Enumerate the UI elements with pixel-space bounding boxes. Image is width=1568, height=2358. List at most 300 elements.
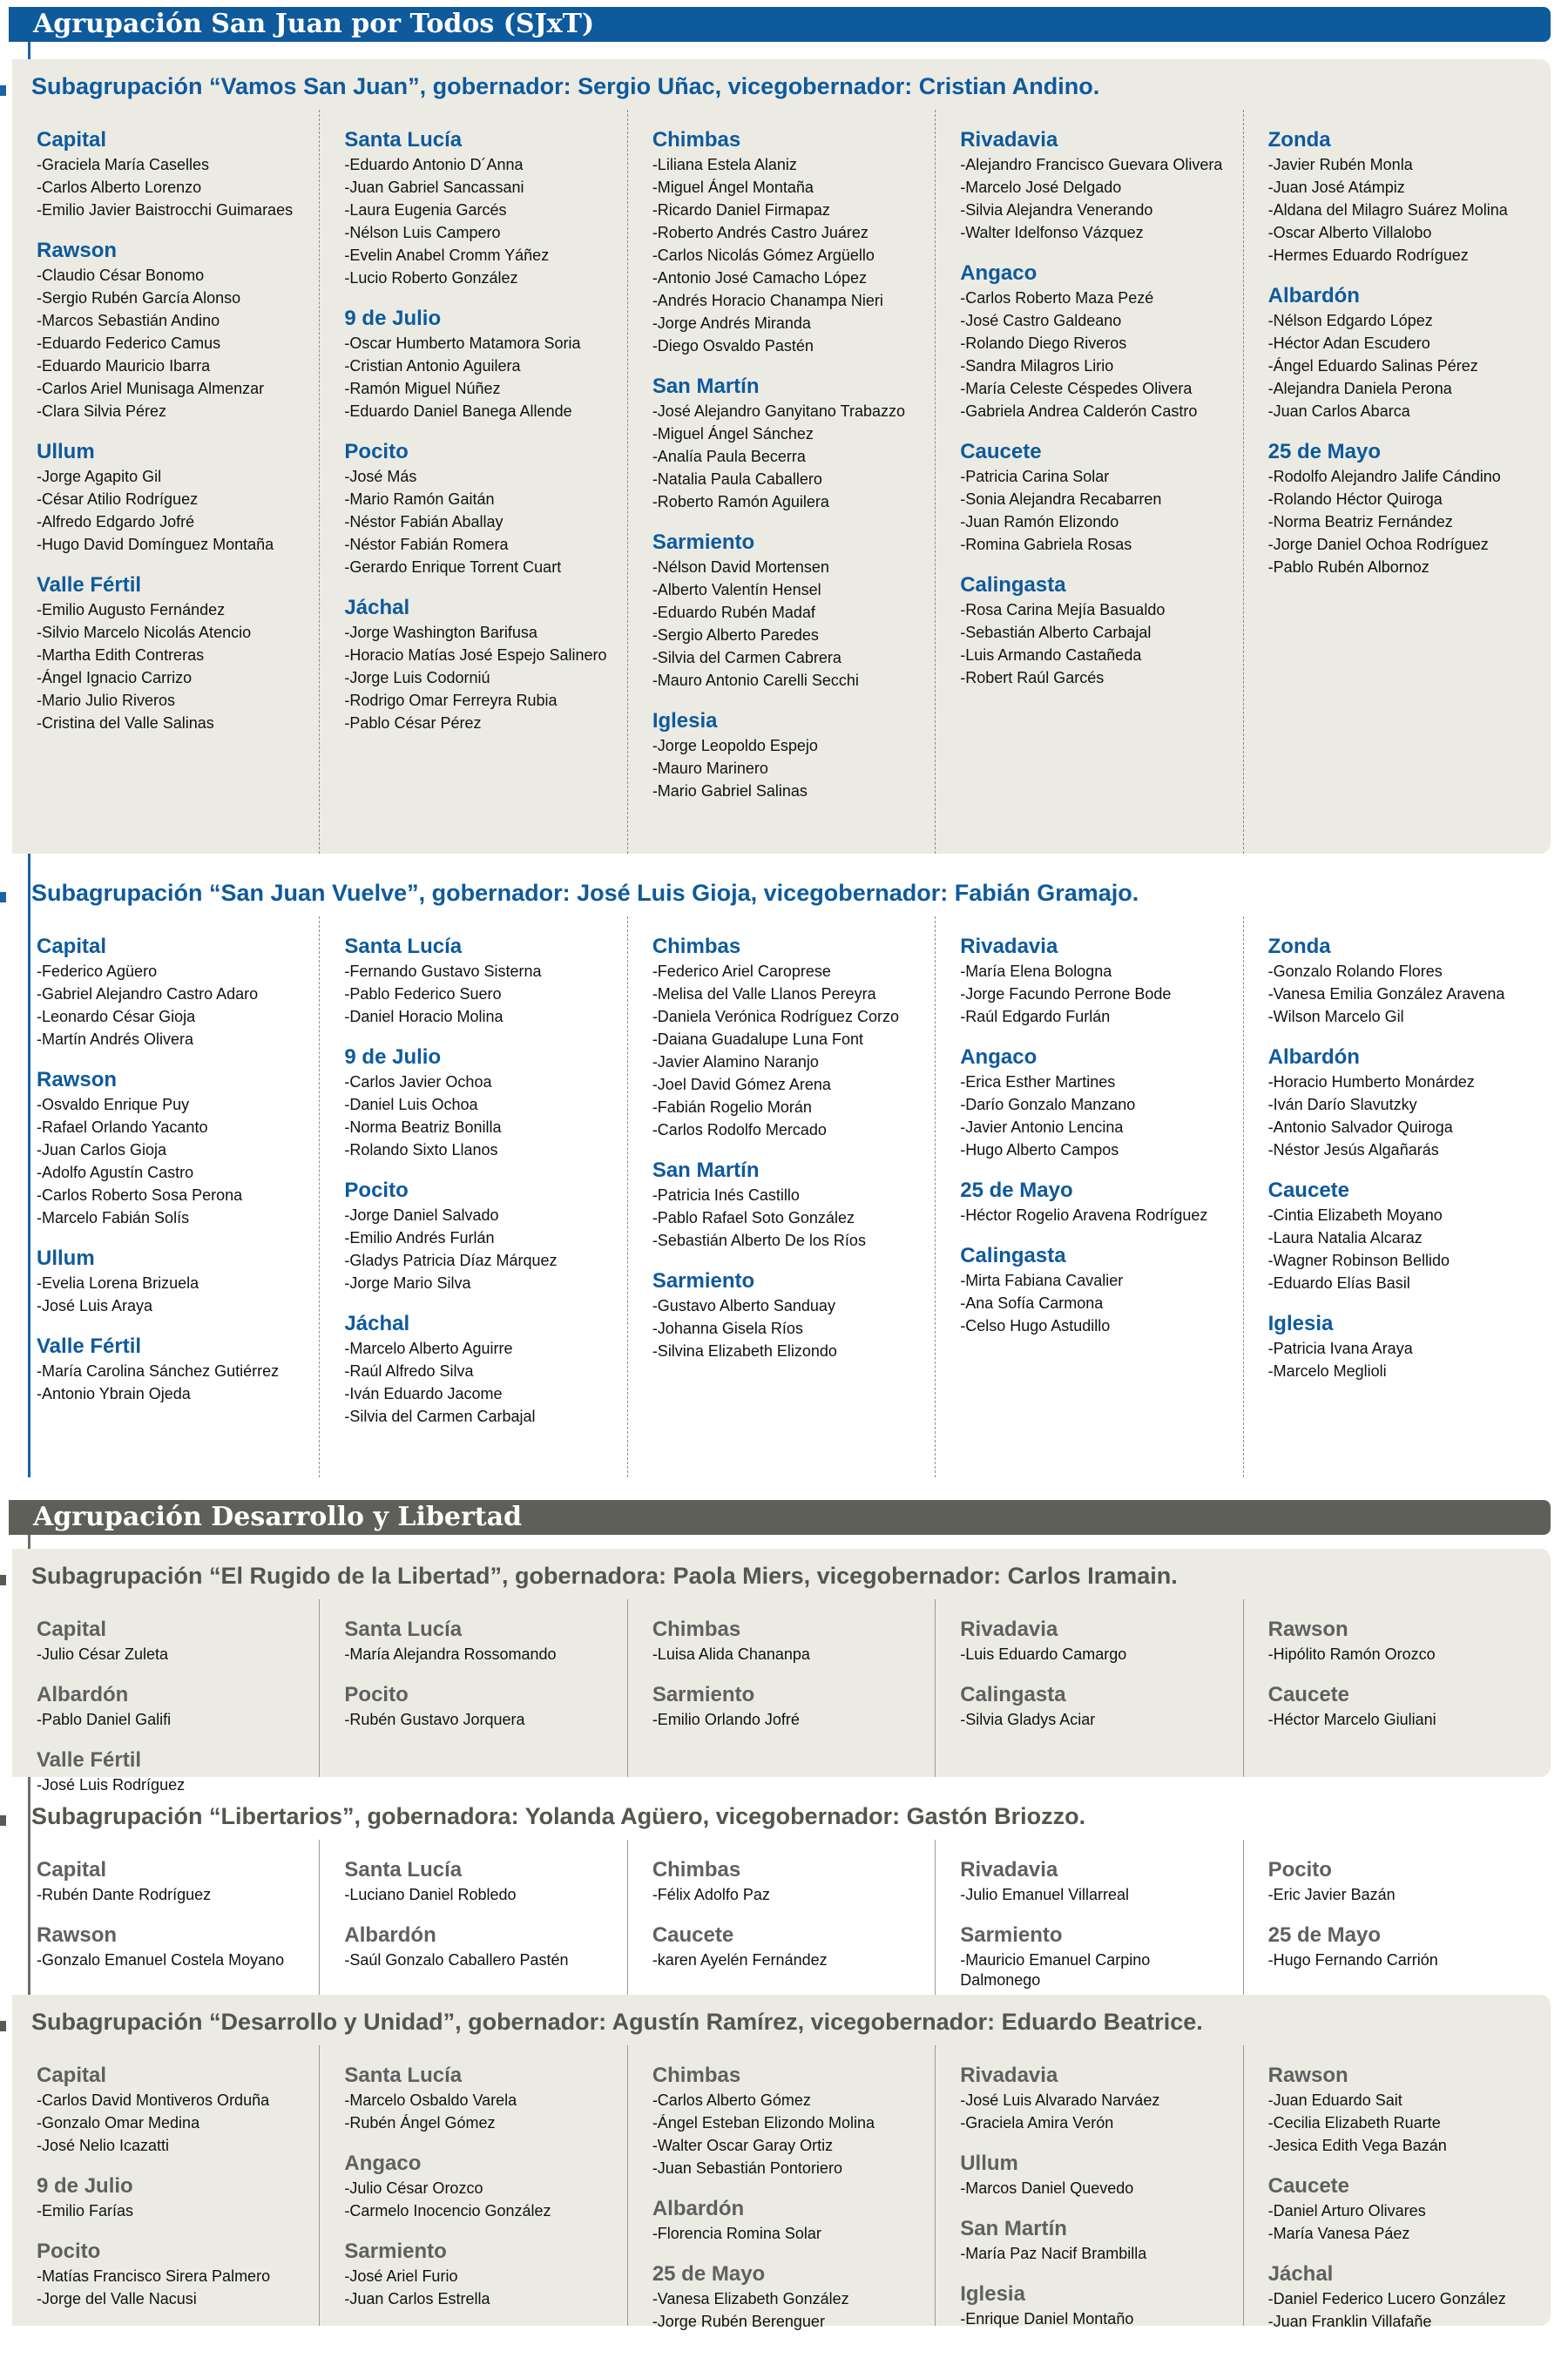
district-name: Santa Lucía <box>344 2064 463 2087</box>
candidate-name: -Liliana Estela Alaniz <box>652 156 797 173</box>
candidate-name: -Nélson Luis Campero <box>344 224 501 241</box>
candidate-name: -Marcelo Fabián Solís <box>37 1209 190 1226</box>
candidate-name: -Hugo Alberto Campos <box>960 1141 1119 1159</box>
candidate-name: -Marcos Daniel Quevedo <box>960 2179 1134 2197</box>
district-column <box>935 916 1242 1477</box>
district-block <box>37 934 308 1050</box>
candidate-name: -Juan Carlos Estrella <box>344 2290 490 2307</box>
candidate-name: -Mauro Antonio Carelli Secchi <box>652 672 859 689</box>
candidate-name: -Miguel Ángel Sánchez <box>652 425 814 443</box>
candidate-name: -Hugo David Domínguez Montaña <box>37 536 274 553</box>
candidate-name: -Jorge Agapito Gil <box>37 468 162 485</box>
candidate-name: -José Luis Alvarado Narváez <box>960 2091 1160 2109</box>
district-block <box>37 1617 308 1665</box>
district-block <box>344 1178 616 1294</box>
district-name: Sarmiento <box>960 1923 1063 1947</box>
candidate-name: -Alberto Valentín Hensel <box>652 581 821 598</box>
district-block <box>344 2151 616 2221</box>
district-name: Rawson <box>37 1923 118 1947</box>
candidate-name: -Gerardo Enrique Torrent Cuart <box>344 558 562 576</box>
subgroup-libertarios <box>12 1789 1551 1995</box>
district-name: San Martín <box>652 1159 760 1182</box>
district-column <box>12 2045 319 2326</box>
candidate-name: -Juan Carlos Abarca <box>1267 402 1410 420</box>
candidate-name: -Jesica Edith Vega Bazán <box>1267 2137 1447 2154</box>
candidate-name: -Carmelo Inocencio González <box>344 2202 551 2219</box>
candidate-name: -Oscar Humberto Matamora Soria <box>344 334 581 352</box>
district-name: Rivadavia <box>960 128 1058 152</box>
district-block <box>652 2063 924 2179</box>
candidate-name: -Luis Armando Castañeda <box>960 646 1142 664</box>
district-name: Valle Fértil <box>37 573 142 597</box>
candidate-name: -Eduardo Daniel Banega Allende <box>344 402 572 420</box>
group-header: Agrupación San Juan por Todos (SJxT) <box>9 7 1551 42</box>
candidate-name: -Jorge Daniel Ochoa Rodríguez <box>1267 536 1489 553</box>
subgroup-title: Subagrupación “Desarrollo y Unidad”, gobernador: Agustín Ramírez, vicegobernador: Eduardo Beatrice. <box>31 2009 1203 2035</box>
candidate-name: -Patricia Carina Solar <box>960 468 1110 485</box>
candidate-name: -Juan Ramón Elizondo <box>960 513 1119 530</box>
candidate-name: -Jorge Leopoldo Espejo <box>652 737 818 754</box>
district-block <box>344 934 616 1027</box>
district-column <box>935 1840 1242 1995</box>
district-block <box>37 2063 308 2156</box>
district-name: Pocito <box>37 2240 101 2263</box>
candidate-name: -Jorge Rubén Berenguer <box>652 2313 825 2330</box>
candidate-name: -Walter Idelfonso Vázquez <box>960 224 1144 241</box>
district-name: 25 de Mayo <box>652 2262 766 2286</box>
candidate-name: -Daniel Federico Lucero González <box>1267 2290 1506 2307</box>
candidate-name: -Wilson Marcelo Gil <box>1267 1008 1404 1025</box>
district-name: Capital <box>37 128 107 152</box>
district-block <box>652 127 924 356</box>
candidate-name: -Romina Gabriela Rosas <box>960 536 1132 553</box>
candidate-name: -Walter Oscar Garay Ortiz <box>652 2137 834 2154</box>
candidate-name: -Alejandra Daniela Perona <box>1267 380 1452 397</box>
candidate-name: -Jorge Luis Codorniú <box>344 669 490 686</box>
candidate-name: -José Ariel Furio <box>344 2267 458 2285</box>
district-name: Jáchal <box>344 1312 410 1335</box>
district-name: 9 de Julio <box>37 2174 133 2198</box>
candidate-name: -María Elena Bologna <box>960 963 1112 980</box>
district-name: Sarmiento <box>652 1683 755 1706</box>
candidate-name: -Gabriela Andrea Calderón Castro <box>960 402 1198 420</box>
district-name: Rivadavia <box>960 935 1058 958</box>
candidate-name: -karen Ayelén Fernández <box>652 1951 828 1969</box>
candidate-name: -Rubén Dante Rodríguez <box>37 1886 212 1903</box>
district-block <box>1268 1617 1540 1665</box>
subgroup-title: Subagrupación “Libertarios”, gobernadora: Yolanda Agüero, vicegobernador: Gastón Briozzo. <box>31 1803 1086 1829</box>
candidate-name: -Joel David Gómez Arena <box>652 1076 831 1093</box>
candidate-name: -Clara Silvia Pérez <box>37 402 167 420</box>
district-block <box>960 1922 1232 1990</box>
candidate-name: -Melisa del Valle Llanos Pereyra <box>652 985 876 1003</box>
candidate-name: -Hipólito Ramón Orozco <box>1267 1645 1436 1663</box>
candidate-name: -Sonia Alejandra Recabarren <box>960 490 1162 508</box>
candidate-name: -Evelin Anabel Cromm Yáñez <box>344 247 550 264</box>
district-block <box>37 238 308 422</box>
candidate-name: -Julio Emanuel Villarreal <box>960 1886 1129 1903</box>
candidate-name: -Julio César Zuleta <box>37 1645 169 1663</box>
district-block <box>652 934 924 1140</box>
district-name: Albardón <box>1267 1045 1360 1069</box>
district-name: Capital <box>37 935 107 958</box>
candidate-name: -Carlos Rodolfo Mercado <box>652 1121 827 1138</box>
district-block <box>37 2239 308 2309</box>
district-name: Caucete <box>1267 2174 1349 2198</box>
district-block <box>1268 2261 1540 2332</box>
district-columns <box>12 1840 1551 1995</box>
district-name: Albardón <box>652 2197 745 2220</box>
district-block <box>652 2261 924 2332</box>
district-name: San Martín <box>960 2217 1067 2240</box>
candidate-name: -Rubén Gustavo Jorquera <box>344 1711 525 1728</box>
candidate-name: -César Atilio Rodríguez <box>37 490 199 508</box>
candidate-name: -Nélson David Mortensen <box>652 558 829 576</box>
district-column <box>1243 1599 1551 1777</box>
candidate-name: -Eduardo Rubén Madaf <box>652 604 815 621</box>
district-name: Caucete <box>1267 1179 1349 1202</box>
district-block <box>344 595 616 733</box>
district-block <box>1268 1682 1540 1730</box>
candidate-name: -Claudio César Bonomo <box>37 267 205 284</box>
subgroup-marker <box>0 892 6 902</box>
district-block <box>1268 1857 1540 1905</box>
candidate-name: -Sergio Alberto Paredes <box>652 626 819 644</box>
district-name: Rivadavia <box>960 2064 1058 2087</box>
candidate-name: -Juan Franklin Villafañe <box>1267 2313 1432 2330</box>
district-name: Chimbas <box>652 935 741 958</box>
subgroup-marker <box>0 2021 6 2031</box>
district-name: Angaco <box>960 261 1037 285</box>
candidate-name: -Daniela Verónica Rodríguez Corzo <box>652 1008 899 1025</box>
district-name: 9 de Julio <box>344 1045 442 1069</box>
candidate-name: -Héctor Marcelo Giuliani <box>1267 1711 1436 1728</box>
candidate-name: -Matías Francisco Sirera Palmero <box>37 2267 271 2285</box>
district-columns <box>12 1599 1551 1794</box>
candidate-name: -Laura Eugenia Garcés <box>344 201 507 219</box>
group-desarrollo-libertad <box>9 1500 1551 2336</box>
district-column <box>12 916 319 1477</box>
candidate-name: -Juan Gabriel Sancassani <box>344 179 524 196</box>
candidate-name: -Carlos Alberto Lorenzo <box>37 179 202 196</box>
district-block <box>344 1682 616 1730</box>
candidate-name: -Raúl Edgardo Furlán <box>960 1008 1111 1025</box>
subgroup-desarrollo-unidad <box>12 1995 1551 2330</box>
district-block <box>652 1268 924 1361</box>
candidate-name: -Jorge Daniel Salvado <box>344 1206 499 1224</box>
candidate-name: -Gonzalo Emanuel Costela Moyano <box>37 1951 285 1969</box>
district-name: Pocito <box>344 1683 409 1706</box>
candidate-name: -Celso Hugo Astudillo <box>960 1317 1111 1334</box>
candidate-name: -Vanesa Elizabeth González <box>652 2290 849 2307</box>
district-column <box>627 916 935 1477</box>
candidate-name: -Erica Esther Martines <box>960 1073 1116 1091</box>
district-name: Sarmiento <box>652 1269 755 1293</box>
district-name: Iglesia <box>1267 1312 1334 1335</box>
candidate-name: -Jorge del Valle Nacusi <box>37 2290 197 2307</box>
district-block <box>37 1682 308 1730</box>
district-name: 25 de Mayo <box>1267 1923 1382 1947</box>
district-name: Santa Lucía <box>344 128 463 152</box>
candidate-name: -Marcelo Alberto Aguirre <box>344 1340 513 1357</box>
candidate-name: -Silvina Elizabeth Elizondo <box>652 1342 837 1360</box>
district-column <box>12 110 319 854</box>
candidate-name: -Mario Julio Riveros <box>37 692 176 709</box>
district-block <box>37 1334 308 1404</box>
district-block <box>1268 1311 1540 1382</box>
candidate-name: -Rafael Orlando Yacanto <box>37 1118 208 1136</box>
district-column <box>935 2045 1242 2326</box>
subgroup-marker <box>0 1575 6 1585</box>
candidate-name: -Horacio Matías José Espejo Salinero <box>344 646 607 664</box>
candidate-name: -Rodolfo Alejandro Jalife Cándino <box>1267 468 1501 485</box>
candidate-name: -Florencia Romina Solar <box>652 2225 821 2242</box>
candidate-name: -Rolando Diego Riveros <box>960 334 1127 352</box>
candidate-name: -Eduardo Elías Basil <box>1267 1274 1410 1292</box>
candidate-name: -Darío Gonzalo Manzano <box>960 1096 1136 1113</box>
district-block <box>652 1158 924 1251</box>
candidate-name: -José Castro Galdeano <box>960 312 1122 329</box>
candidate-name: -Nélson Edgardo López <box>1267 312 1433 329</box>
candidate-name: -María Carolina Sánchez Gutiérrez <box>37 1362 280 1380</box>
candidate-name: -María Celeste Céspedes Olivera <box>960 380 1193 397</box>
candidate-name: -Silvia Alejandra Venerando <box>960 201 1153 219</box>
candidate-name: -Emilio Orlando Jofré <box>652 1711 800 1728</box>
district-block <box>960 572 1232 688</box>
candidate-name: -Pablo Rafael Soto González <box>652 1209 855 1226</box>
candidate-name: -Héctor Adan Escudero <box>1267 334 1430 352</box>
candidate-name: -Alejandro Francisco Guevara Olivera <box>960 156 1223 173</box>
district-block <box>960 127 1232 243</box>
district-column <box>627 110 935 854</box>
district-block <box>960 260 1232 422</box>
district-name: Caucete <box>652 1923 734 1947</box>
candidate-name: -Pablo Daniel Galifi <box>37 1711 172 1728</box>
candidate-name: -María Alejandra Rossomando <box>344 1645 557 1663</box>
district-block <box>1268 439 1540 578</box>
district-block <box>1268 934 1540 1027</box>
candidate-name: -Roberto Ramón Aguilera <box>652 493 829 510</box>
district-block <box>960 2151 1232 2199</box>
district-block <box>1268 2063 1540 2156</box>
subgroup-title: Subagrupación “San Juan Vuelve”, gobernador: José Luis Gioja, vicegobernador: Fabián Gramajo. <box>31 880 1139 906</box>
district-column <box>935 110 1242 854</box>
candidate-name: -Julio César Orozco <box>344 2179 483 2197</box>
district-name: Ullum <box>960 2152 1018 2175</box>
candidate-name: -Ramón Miguel Núñez <box>344 380 501 397</box>
district-name: Jáchal <box>344 596 410 619</box>
candidate-name: -Rolando Héctor Quiroga <box>1267 490 1443 508</box>
district-block <box>344 1617 616 1665</box>
district-name: Chimbas <box>652 1618 741 1641</box>
candidate-name: -Carlos Nicolás Gómez Argüello <box>652 247 875 264</box>
district-name: Rawson <box>37 1068 118 1091</box>
candidate-name: -Javier Alamino Naranjo <box>652 1053 819 1071</box>
district-name: Valle Fértil <box>37 1748 142 1772</box>
candidate-name: -Andrés Horacio Chanampa Nieri <box>652 292 883 309</box>
subgroup-title: Subagrupación “El Rugido de la Libertad”, gobernadora: Paola Miers, vicegobernador: Carlos Iramain. <box>31 1563 1178 1589</box>
district-block <box>344 1922 616 1970</box>
district-block <box>37 572 308 733</box>
candidate-name: -Silvia del Carmen Carbajal <box>344 1408 536 1425</box>
candidate-name: -Néstor Fabián Romera <box>344 536 509 553</box>
district-column <box>1243 1840 1551 1995</box>
district-block <box>652 1857 924 1905</box>
district-name: 9 de Julio <box>344 307 442 330</box>
district-block <box>37 1747 308 1795</box>
candidate-name: -José Luis Araya <box>37 1297 153 1314</box>
district-name: Albardón <box>1267 284 1360 307</box>
district-block <box>1268 127 1540 266</box>
candidate-name: -José Nelio Icazatti <box>37 2137 170 2154</box>
subgroup-vamos-san-juan <box>12 59 1551 854</box>
candidate-name: -Gustavo Alberto Sanduay <box>652 1297 835 1314</box>
district-column <box>627 1840 935 1995</box>
candidate-name: -Eric Javier Bazán <box>1267 1886 1396 1903</box>
candidate-name: -Daniel Horacio Molina <box>344 1008 504 1025</box>
district-name: Sarmiento <box>344 2240 447 2263</box>
district-block <box>960 2216 1232 2264</box>
district-name: Rawson <box>1267 1618 1348 1641</box>
candidate-name: -Robert Raúl Garcés <box>960 669 1105 686</box>
district-name: Angaco <box>344 2152 422 2175</box>
candidate-name: -Carlos Alberto Gómez <box>652 2091 811 2109</box>
candidate-name: -Silvia Gladys Aciar <box>960 1711 1096 1728</box>
candidate-name: -Ángel Eduardo Salinas Pérez <box>1267 357 1478 375</box>
candidate-name: -Daniel Arturo Olivares <box>1267 2202 1426 2219</box>
candidate-name: -Graciela Amira Verón <box>960 2114 1114 2132</box>
candidate-name: -Gladys Patricia Díaz Márquez <box>344 1252 558 1269</box>
district-block <box>652 1682 924 1730</box>
district-name: Calingasta <box>960 573 1066 597</box>
district-block <box>37 1246 308 1316</box>
subgroup-marker <box>0 85 6 96</box>
district-name: Rivadavia <box>960 1618 1058 1641</box>
candidate-name: -Cecilia Elizabeth Ruarte <box>1267 2114 1441 2132</box>
district-block <box>960 1617 1232 1665</box>
candidate-name: -Carlos Roberto Maza Pezé <box>960 289 1154 307</box>
district-block <box>344 1044 616 1160</box>
district-name: Jáchal <box>1267 2262 1334 2286</box>
candidate-name: -Antonio Ybrain Ojeda <box>37 1385 191 1402</box>
candidate-name: -Laura Natalia Alcaraz <box>1267 1229 1423 1247</box>
district-block <box>1268 2173 1540 2244</box>
district-column <box>1243 2045 1551 2330</box>
candidate-name: -Jorge Facundo Perrone Bode <box>960 985 1172 1003</box>
district-name: Pocito <box>344 1179 409 1202</box>
district-column <box>319 2045 626 2326</box>
candidate-name: -Natalia Paula Caballero <box>652 470 822 488</box>
candidate-name: -Norma Beatriz Fernández <box>1267 513 1453 530</box>
candidate-name: -Patricia Ivana Araya <box>1267 1340 1413 1357</box>
candidate-name: -Diego Osvaldo Pastén <box>652 337 814 355</box>
district-column <box>12 1599 319 1794</box>
candidate-name: -José Más <box>344 468 417 485</box>
candidate-name: -Gabriel Alejandro Castro Adaro <box>37 985 259 1003</box>
candidate-name: -Emilio Augusto Fernández <box>37 601 226 618</box>
candidate-name: -Néstor Jesús Algañarás <box>1267 1141 1439 1159</box>
district-name: Zonda <box>1267 128 1331 152</box>
district-name: Angaco <box>960 1045 1037 1069</box>
district-name: Santa Lucía <box>344 935 463 958</box>
candidate-name: -Emilio Farías <box>37 2202 134 2219</box>
district-column <box>627 2045 935 2330</box>
candidate-name: -Luciano Daniel Robledo <box>344 1886 517 1903</box>
district-block <box>652 1922 924 1970</box>
candidate-name: -Roberto Andrés Castro Juárez <box>652 224 868 241</box>
district-block <box>652 530 924 691</box>
candidate-name: -Antonio Salvador Quiroga <box>1267 1118 1453 1136</box>
candidate-name: -Iván Darío Slavutzky <box>1267 1096 1417 1113</box>
district-block <box>37 1857 308 1905</box>
district-block <box>960 1857 1232 1905</box>
district-block <box>37 127 308 220</box>
district-block <box>652 708 924 801</box>
district-block <box>37 439 308 555</box>
candidate-name: -Adolfo Agustín Castro <box>37 1164 194 1181</box>
district-columns <box>12 916 1551 1477</box>
district-column <box>319 916 626 1477</box>
district-block <box>1268 1922 1540 1970</box>
district-block <box>344 2063 616 2133</box>
candidate-name: -Silvio Marcelo Nicolás Atencio <box>37 624 252 641</box>
candidate-name: -Johanna Gisela Ríos <box>652 1320 803 1337</box>
candidate-name: -Mauricio Emanuel Carpino Dalmonego <box>960 1951 1151 1989</box>
candidate-name: -Marcelo José Delgado <box>960 179 1122 196</box>
candidate-name: -Luis Eduardo Camargo <box>960 1645 1127 1663</box>
candidate-name: -María Vanesa Páez <box>1267 2225 1410 2242</box>
district-column <box>319 1599 626 1777</box>
district-block <box>652 374 924 512</box>
candidate-name: -Emilio Javier Baistrocchi Guimaraes <box>37 201 294 219</box>
candidate-name: -Aldana del Milagro Suárez Molina <box>1267 201 1508 219</box>
district-column <box>1243 916 1551 1477</box>
candidate-name: -Néstor Fabián Aballay <box>344 513 504 530</box>
candidate-name: -Juan Eduardo Sait <box>1267 2091 1402 2109</box>
candidate-name: -José Alejandro Ganyitano Trabazzo <box>652 402 905 420</box>
candidate-name: -Ángel Ignacio Carrizo <box>37 669 193 686</box>
district-column <box>627 1599 935 1777</box>
candidate-name: -Eduardo Federico Camus <box>37 334 221 352</box>
group-header: Agrupación Desarrollo y Libertad <box>9 1500 1551 1535</box>
candidate-name: -Miguel Ángel Montaña <box>652 179 814 196</box>
district-column <box>319 110 626 854</box>
candidate-name: -Sebastián Alberto De los Ríos <box>652 1232 866 1249</box>
candidate-name: -Antonio José Camacho López <box>652 269 867 287</box>
district-name: Santa Lucía <box>344 1858 463 1882</box>
candidate-name: -Eduardo Mauricio Ibarra <box>37 357 211 375</box>
candidate-name: -Sebastián Alberto Carbajal <box>960 624 1152 641</box>
district-block <box>344 439 616 578</box>
candidate-name: -Rodrigo Omar Ferreyra Rubia <box>344 692 558 709</box>
district-name: Iglesia <box>960 2282 1025 2306</box>
candidate-name: -Wagner Robinson Bellido <box>1267 1252 1450 1269</box>
candidate-name: -Pablo Federico Suero <box>344 985 502 1003</box>
candidate-name: -Carlos Roberto Sosa Perona <box>37 1186 243 1204</box>
candidate-name: -Cintia Elizabeth Moyano <box>1267 1206 1443 1224</box>
district-name: Rawson <box>37 239 118 262</box>
candidate-name: -Alfredo Edgardo Jofré <box>37 513 195 530</box>
district-block <box>37 1922 308 1970</box>
district-block <box>344 127 616 288</box>
district-name: Caucete <box>960 440 1042 463</box>
candidate-name: -Héctor Rogelio Aravena Rodríguez <box>960 1206 1208 1224</box>
district-name: Sarmiento <box>652 530 755 554</box>
district-name: Zonda <box>1267 935 1331 958</box>
candidate-name: -Rubén Ángel Gómez <box>344 2114 496 2132</box>
candidate-name: -Mario Gabriel Salinas <box>652 782 808 800</box>
district-block <box>960 1682 1232 1730</box>
